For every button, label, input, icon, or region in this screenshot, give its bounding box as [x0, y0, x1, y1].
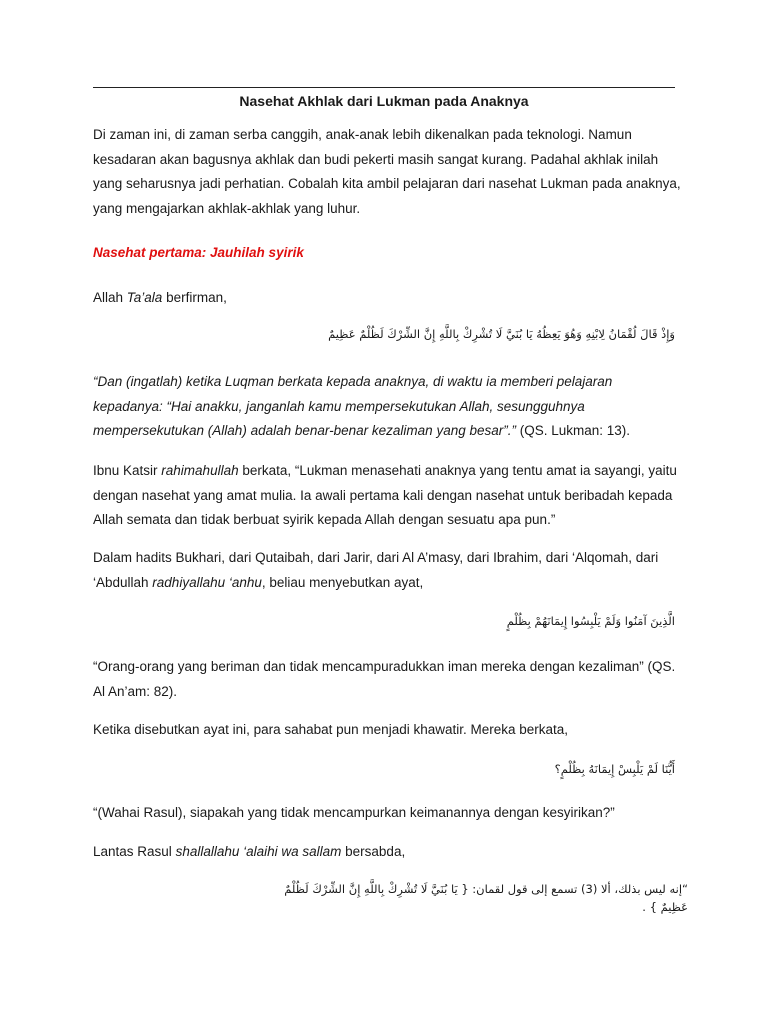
lantas-post: bersabda,: [341, 844, 406, 859]
intro-paragraph: Di zaman ini, di zaman serba canggih, anak-anak lebih dikenalkan pada teknologi. Namun kesadaran akan bagusnya akhlak dan budi pekerti masih sangat kurang. Padahal akhlak inilah yang seharusnya jadi perhatian. Cobalah kita ambil pelajaran dari nasehat Lukman pada anaknya, yang mengajarkan akhlak-akhlak yang luhur.: [93, 127, 681, 216]
top-rule: [93, 87, 675, 88]
lantas-pre: Lantas Rasul: [93, 844, 176, 859]
translation-2: “Orang-orang yang beriman dan tidak mencampuradukkan iman mereka dengan kezaliman” (QS. Al An’am: 82).: [93, 659, 676, 699]
translation-1-text: “Dan (ingatlah) ketika Luqman berkata kepada anaknya, di waktu ia memberi pelajaran kepadanya: “Hai anakku, janganlah kamu mempersekutukan Allah, sesungguhnya mempersekutukan (Allah) adalah benar-benar kezaliman yang besar”.”: [93, 374, 613, 438]
hadits-post: , beliau menyebutkan ayat,: [261, 574, 424, 590]
ibnu-post: berkata, “Lukman menasehati anaknya yang tentu amat ia sayangi, yaitu dengan nasehat yang amat mulia. Ia awali pertama kali dengan nasehat untuk beribadah kepada Allah semata dan tidak berbuat syirik kepada Allah dengan sesuatu apa pun.”: [93, 463, 677, 527]
allah-post: berfirman,: [162, 290, 227, 305]
translation-1-ref: (QS. Lukman: 13).: [515, 423, 631, 438]
ibnu-katsir-paragraph: [93, 459, 683, 533]
hadits-pre: Dalam hadits Bukhari, dari Qutaibah, dari Jarir, dari Al A’masy, dari Ibrahim, dari ‘Alqomah, dari ‘Abdullah: [93, 550, 659, 590]
translation-3: “(Wahai Rasul), siapakah yang tidak mencampurkan keimanannya dengan kesyirikan?”: [93, 805, 615, 820]
arabic-verse-4: “إنه ليس بذلك، ألا (3) تسمع إلى قول لقمان: { يَا بُنَيَّ لَا تُشْرِكْ بِاللَّهِ إِنَّ الشِّرْكَ لَظُلْمٌ عَظِيمٌ } .: [284, 882, 688, 914]
hadits-paragraph: [93, 546, 683, 595]
document-title: Nasehat Akhlak dari Lukman pada Anaknya: [239, 93, 529, 109]
hadits-italic: radhiyallahu ‘anhu: [152, 574, 262, 590]
arabic-verse-2: الَّذِينَ آمَنُوا وَلَمْ يَلْبِسُوا إِيمَانَهُمْ بِظُلْمٍ: [506, 614, 675, 628]
allah-italic: Ta’ala: [126, 290, 163, 305]
lantas-paragraph: [93, 840, 683, 865]
arabic-verse-3: أَيُّنَا لَمْ يَلْبِسْ إِيمَانَهُ بِظُلْمٍ؟: [554, 762, 675, 776]
ketika-paragraph: Ketika disebutkan ayat ini, para sahabat pun menjadi khawatir. Mereka berkata,: [93, 722, 569, 737]
ibnu-pre: Ibnu Katsir: [93, 463, 162, 478]
allah-line: [93, 286, 683, 311]
translation-1: [93, 370, 683, 444]
ibnu-italic: rahimahullah: [161, 463, 239, 478]
section-heading: Nasehat pertama: Jauhilah syirik: [93, 245, 304, 260]
arabic-verse-1: وَإِذْ قَالَ لُقْمَانُ لِابْنِهِ وَهُوَ يَعِظُهُ يَا بُنَيَّ لَا تُشْرِكْ بِاللَّهِ إِنَّ الشِّرْكَ لَظُلْمٌ عَظِيمٌ: [328, 327, 675, 341]
allah-pre: Allah: [93, 290, 127, 305]
lantas-italic: shallallahu ‘alaihi wa sallam: [175, 844, 342, 859]
